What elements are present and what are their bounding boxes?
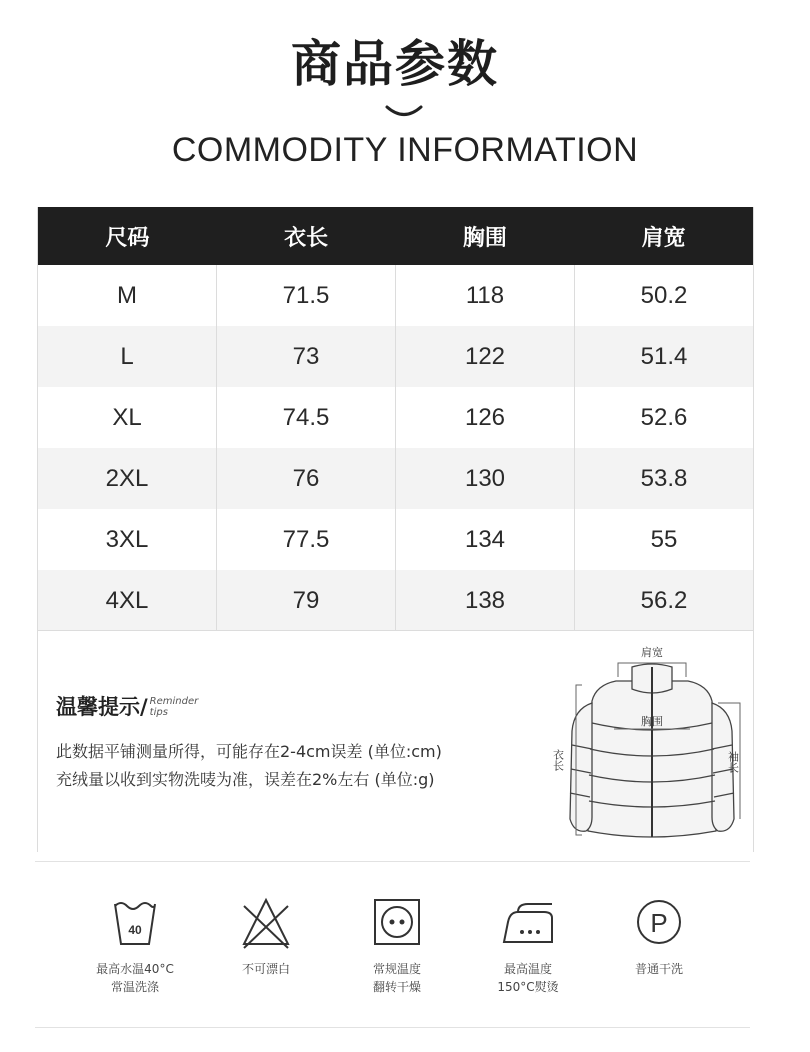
care-label-line1: 最高水温40°C <box>96 962 174 976</box>
header <box>0 0 790 200</box>
cell-size: L <box>38 326 217 387</box>
care-item-no-bleach <box>196 892 336 978</box>
table-row <box>38 509 753 570</box>
tips-title: 温馨提示/ <box>56 695 148 719</box>
care-label-line2: 翻转干燥 <box>372 980 421 994</box>
table-row <box>38 448 753 509</box>
cell-shoulder: 50.2 <box>640 281 688 309</box>
cell-chest: 122 <box>396 326 575 387</box>
care-label-line1: 最高温度 <box>503 962 552 976</box>
no-bleach-icon <box>238 892 294 952</box>
care-label <box>196 960 336 978</box>
care-item-tumble-dry <box>327 892 467 996</box>
care-item-wash <box>65 892 205 996</box>
size-table <box>37 207 754 631</box>
tips-title-en-line2: tips <box>149 707 168 718</box>
cell-chest: 130 <box>396 448 575 509</box>
cell-shoulder: 53.8 <box>640 464 688 492</box>
cell-chest: 138 <box>396 570 575 631</box>
tips-title-en <box>150 696 199 718</box>
page-subtitle: COMMODITY INFORMATION <box>171 131 639 169</box>
length-label: 衣长 <box>551 749 565 771</box>
table-row <box>38 265 753 326</box>
care-item-iron <box>458 892 598 996</box>
chest-label: 胸围 <box>641 715 663 728</box>
cell-shoulder: 52.6 <box>640 403 688 431</box>
cell-size: 3XL <box>38 509 217 570</box>
dry-clean-p-icon <box>631 892 687 952</box>
column-header-length: 衣长 <box>284 225 329 251</box>
cell-shoulder: 51.4 <box>640 342 688 370</box>
care-label <box>458 960 598 996</box>
column-header-shoulder: 肩宽 <box>641 225 686 251</box>
wash-40-icon <box>107 892 163 952</box>
care-item-dry-clean <box>589 892 729 978</box>
table-row <box>38 326 753 387</box>
cell-length: 71.5 <box>217 265 396 326</box>
divider-top <box>35 861 750 862</box>
care-instructions <box>40 892 750 1012</box>
cell-chest: 126 <box>396 387 575 448</box>
wash-temp-badge: 40 <box>128 923 142 937</box>
tips-line-measurement: 此数据平铺测量所得，可能存在2-4cm误差 (单位:cm) <box>56 742 442 761</box>
cell-length: 77.5 <box>217 509 396 570</box>
tumble-dry-icon <box>369 892 425 952</box>
care-label <box>65 960 205 996</box>
cell-shoulder: 55 <box>650 525 678 553</box>
sleeve-label: 袖长 <box>726 751 740 773</box>
cell-size: 4XL <box>38 570 217 631</box>
care-label <box>327 960 467 996</box>
cell-length: 76 <box>217 448 396 509</box>
divider-bottom <box>35 1027 750 1028</box>
care-label-line1: 普通干洗 <box>634 962 683 976</box>
jacket-measurement-diagram <box>551 641 746 839</box>
column-header-size: 尺码 <box>105 225 150 251</box>
table-header <box>38 207 753 265</box>
iron-icon <box>500 892 556 952</box>
table-row <box>38 570 753 631</box>
cell-shoulder: 56.2 <box>640 586 688 614</box>
care-label-line1: 常规温度 <box>372 962 421 976</box>
reminder-tips-panel <box>37 630 754 852</box>
care-label-line1: 不可漂白 <box>241 962 290 976</box>
cell-length: 74.5 <box>217 387 396 448</box>
tips-title-en-line1: Reminder <box>149 696 199 707</box>
cell-size: XL <box>38 387 217 448</box>
shoulder-label: 肩宽 <box>641 646 663 659</box>
dry-clean-letter: P <box>650 908 668 938</box>
cell-size: 2XL <box>38 448 217 509</box>
cell-size: M <box>38 265 217 326</box>
column-header-chest: 胸围 <box>462 225 507 251</box>
care-label <box>589 960 729 978</box>
tips-line-fill: 充绒量以收到实物洗唛为准，误差在2%左右 (单位:g) <box>56 770 435 789</box>
care-label-line2: 常温洗涤 <box>110 980 159 994</box>
smile-divider-icon <box>384 104 424 120</box>
page-title: 商品参数 <box>291 35 499 93</box>
table-row <box>38 387 753 448</box>
cell-chest: 118 <box>396 265 575 326</box>
cell-chest: 134 <box>396 509 575 570</box>
jacket-outline-icon <box>570 664 734 837</box>
cell-length: 73 <box>217 326 396 387</box>
tips-heading <box>56 691 198 721</box>
cell-length: 79 <box>217 570 396 631</box>
care-label-line2: 150°C熨烫 <box>497 980 559 994</box>
